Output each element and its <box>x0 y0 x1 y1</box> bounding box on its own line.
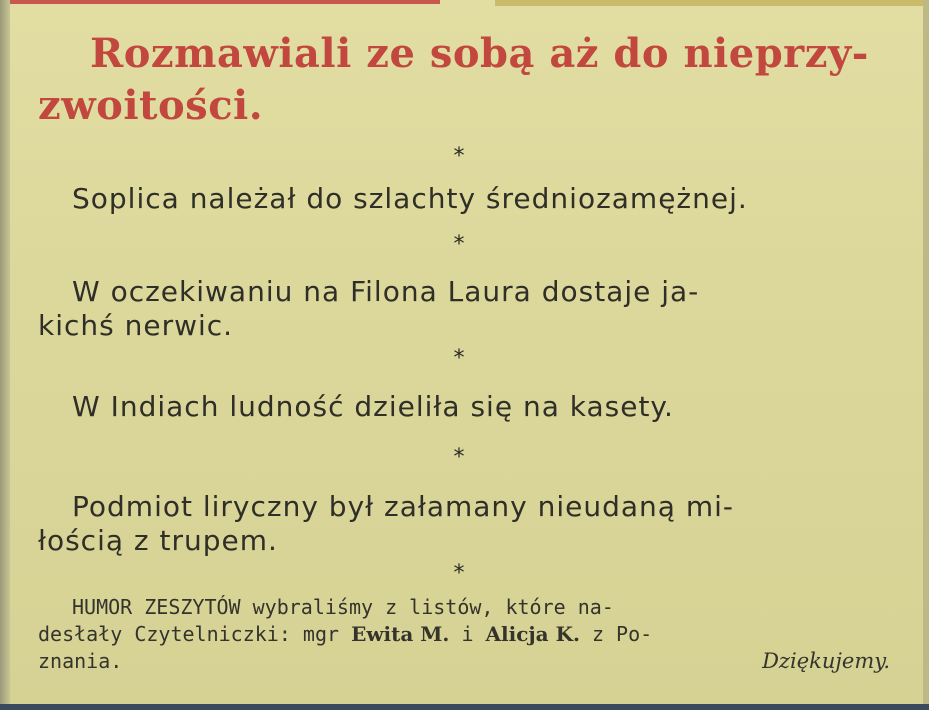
joke-4-line-2: łością z trupem. <box>38 524 278 557</box>
credits-footer <box>38 594 890 675</box>
headline-line-1: Rozmawiali ze sobą aż do nieprzy- <box>90 30 869 77</box>
top-red-strip <box>10 0 440 4</box>
separator-star: * <box>453 144 465 169</box>
credits-line-3: znania. <box>38 649 123 673</box>
joke-item-1 <box>38 182 890 216</box>
credits-line-2-end: z Po- <box>579 622 653 646</box>
separator-star: * <box>453 561 465 586</box>
headline <box>38 28 898 132</box>
left-page-edge <box>0 0 10 710</box>
credits-line-2 <box>38 621 890 648</box>
bottom-page-edge <box>0 704 929 710</box>
joke-2-line-2: kichś nerwic. <box>38 309 234 342</box>
joke-2-line-1: W oczekiwaniu na Filona Laura dostaje ja- <box>72 275 700 308</box>
separator-star: * <box>453 232 465 257</box>
credits-line-2-text: desłały Czytelniczki: mgr <box>38 622 352 646</box>
top-yellow-strip <box>495 0 929 6</box>
joke-item-2 <box>38 275 890 343</box>
credits-conjunction: i <box>449 622 486 646</box>
contributor-name-1: Ewita M. <box>351 622 450 646</box>
joke-4-line-1: Podmiot liryczny był załamany nieudaną mi- <box>72 490 735 523</box>
headline-line-2: zwoitości. <box>38 82 264 129</box>
contributor-name-2: Alicja K. <box>485 622 580 646</box>
separator-star: * <box>453 445 465 470</box>
thanks-text: Dziękujemy. <box>762 649 890 673</box>
joke-item-3 <box>38 390 890 424</box>
joke-3-line-1: W Indiach ludność dzieliła się na kasety. <box>72 390 674 423</box>
credits-line-1: HUMOR ZESZYTÓW wybraliśmy z listów, które na- <box>72 595 614 619</box>
joke-item-4 <box>38 490 890 558</box>
right-page-edge <box>923 0 929 710</box>
joke-1-line-1: Soplica należał do szlachty średniozamężnej. <box>72 182 748 215</box>
separator-star: * <box>453 346 465 371</box>
